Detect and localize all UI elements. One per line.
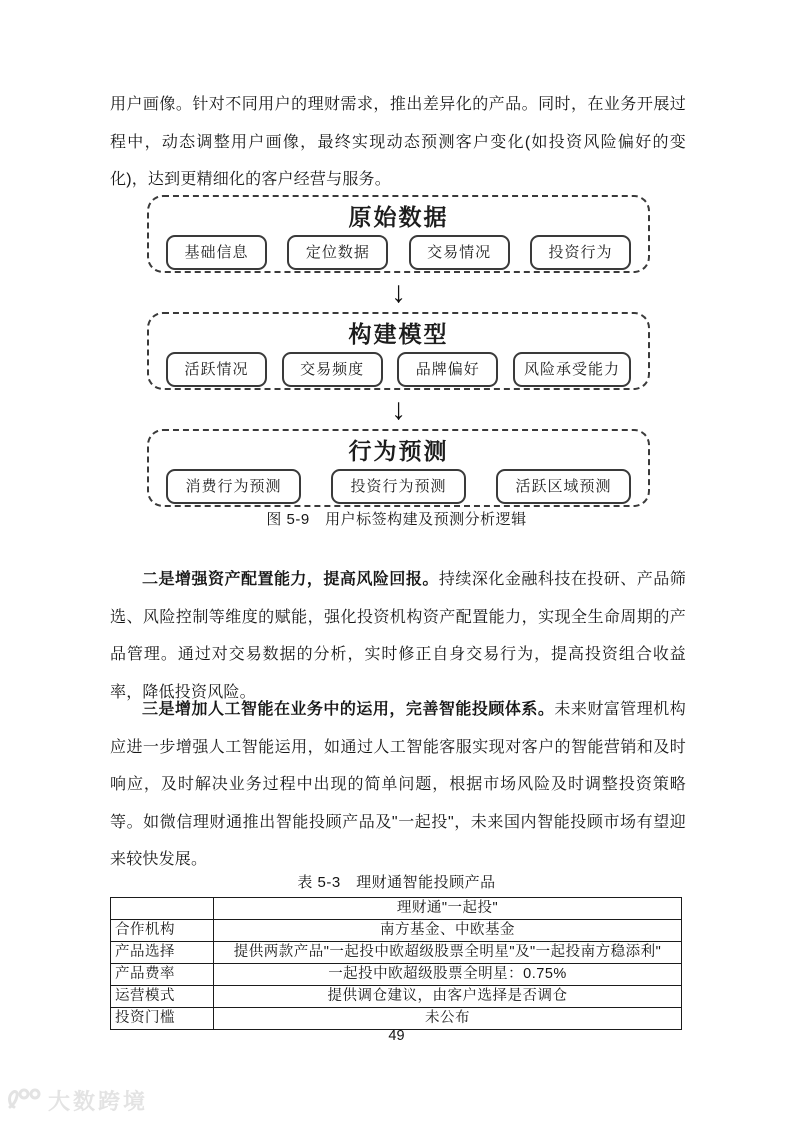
stage-raw-data <box>147 195 650 273</box>
row-value: 一起投中欧超级股票全明星：0.75% <box>214 964 682 986</box>
watermark-text: 大数跨境 <box>48 1089 149 1114</box>
paragraph-lead-bold: 二是增强资产配置能力，提高风险回报。 <box>142 571 439 588</box>
stage-items <box>166 352 631 387</box>
paragraph-body: 持续深化金融科技在投研、产品筛选、风险控制等维度的赋能，强化投资机构资产配置能力，实现全生命周期的产品管理。通过对交易数据的分析，实时修正自身交易行为，提高投资组合收益率，降低投资风险。 <box>110 571 686 701</box>
row-value: 理财通"一起投" <box>214 898 682 920</box>
diagram-node: 品牌偏好 <box>397 352 498 387</box>
user-tag-flow-diagram <box>147 195 650 507</box>
row-label: 合作机构 <box>111 920 214 942</box>
down-arrow-icon: ↓ <box>391 275 406 309</box>
row-value: 提供调仓建议，由客户选择是否调仓 <box>214 986 682 1008</box>
row-value: 提供两款产品"一起投中欧超级股票全明星"及"一起投南方稳添利" <box>214 942 682 964</box>
diagram-node: 投资行为预测 <box>331 469 466 504</box>
table-row <box>111 898 682 920</box>
dashu-logo-icon <box>6 1085 42 1116</box>
paragraph-lead-bold: 三是增加人工智能在业务中的运用，完善智能投顾体系。 <box>142 701 555 718</box>
row-label: 投资门槛 <box>111 1008 214 1030</box>
table-row <box>111 942 682 964</box>
down-arrow-icon: ↓ <box>391 392 406 426</box>
stage-items <box>166 235 631 270</box>
row-label <box>111 898 214 920</box>
table-caption: 表 5-3 理财通智能投顾产品 <box>297 874 496 891</box>
diagram-node: 投资行为 <box>530 235 631 270</box>
paragraph-user-profile: 用户画像。针对不同用户的理财需求，推出差异化的产品。同时，在业务开展过程中，动态调整用户画像，最终实现动态预测客户变化(如投资风险偏好的变化)，达到更精细化的客户经营与服务。 <box>110 96 686 188</box>
licaitong-product-table <box>110 897 682 1030</box>
stage-title: 行为预测 <box>348 438 449 464</box>
row-label: 产品费率 <box>111 964 214 986</box>
row-label: 产品选择 <box>111 942 214 964</box>
stage-title: 原始数据 <box>348 204 449 230</box>
row-value: 未公布 <box>214 1008 682 1030</box>
stage-title: 构建模型 <box>348 321 449 347</box>
table-row <box>111 986 682 1008</box>
diagram-node: 活跃区域预测 <box>496 469 631 504</box>
row-label: 运营模式 <box>111 986 214 1008</box>
figure-caption: 图 5-9 用户标签构建及预测分析逻辑 <box>266 511 527 528</box>
diagram-node: 消费行为预测 <box>166 469 301 504</box>
paragraph-body: 未来财富管理机构应进一步增强人工智能运用，如通过人工智能客服实现对客户的智能营销和及时响应，及时解决业务过程中出现的简单问题，根据市场风险及时调整投资策略等。如微信理财通推出智能投顾产品及"一起投"，未来国内智能投顾市场有望迎来较快发展。 <box>110 701 686 868</box>
diagram-node: 风险承受能力 <box>513 352 631 387</box>
table-row <box>111 964 682 986</box>
paragraph-ai-usage <box>110 691 686 879</box>
diagram-node: 交易情况 <box>409 235 510 270</box>
stage-behavior-prediction <box>147 429 650 507</box>
diagram-node: 交易频度 <box>282 352 383 387</box>
page-number: 49 <box>388 1028 405 1044</box>
stage-items <box>166 469 631 504</box>
stage-build-model <box>147 312 650 390</box>
watermark <box>6 1085 148 1116</box>
diagram-node: 活跃情况 <box>166 352 267 387</box>
diagram-node: 基础信息 <box>166 235 267 270</box>
diagram-node: 定位数据 <box>287 235 388 270</box>
row-value: 南方基金、中欧基金 <box>214 920 682 942</box>
paragraph-asset-allocation <box>110 561 686 711</box>
table-row <box>111 920 682 942</box>
table-row <box>111 1008 682 1030</box>
